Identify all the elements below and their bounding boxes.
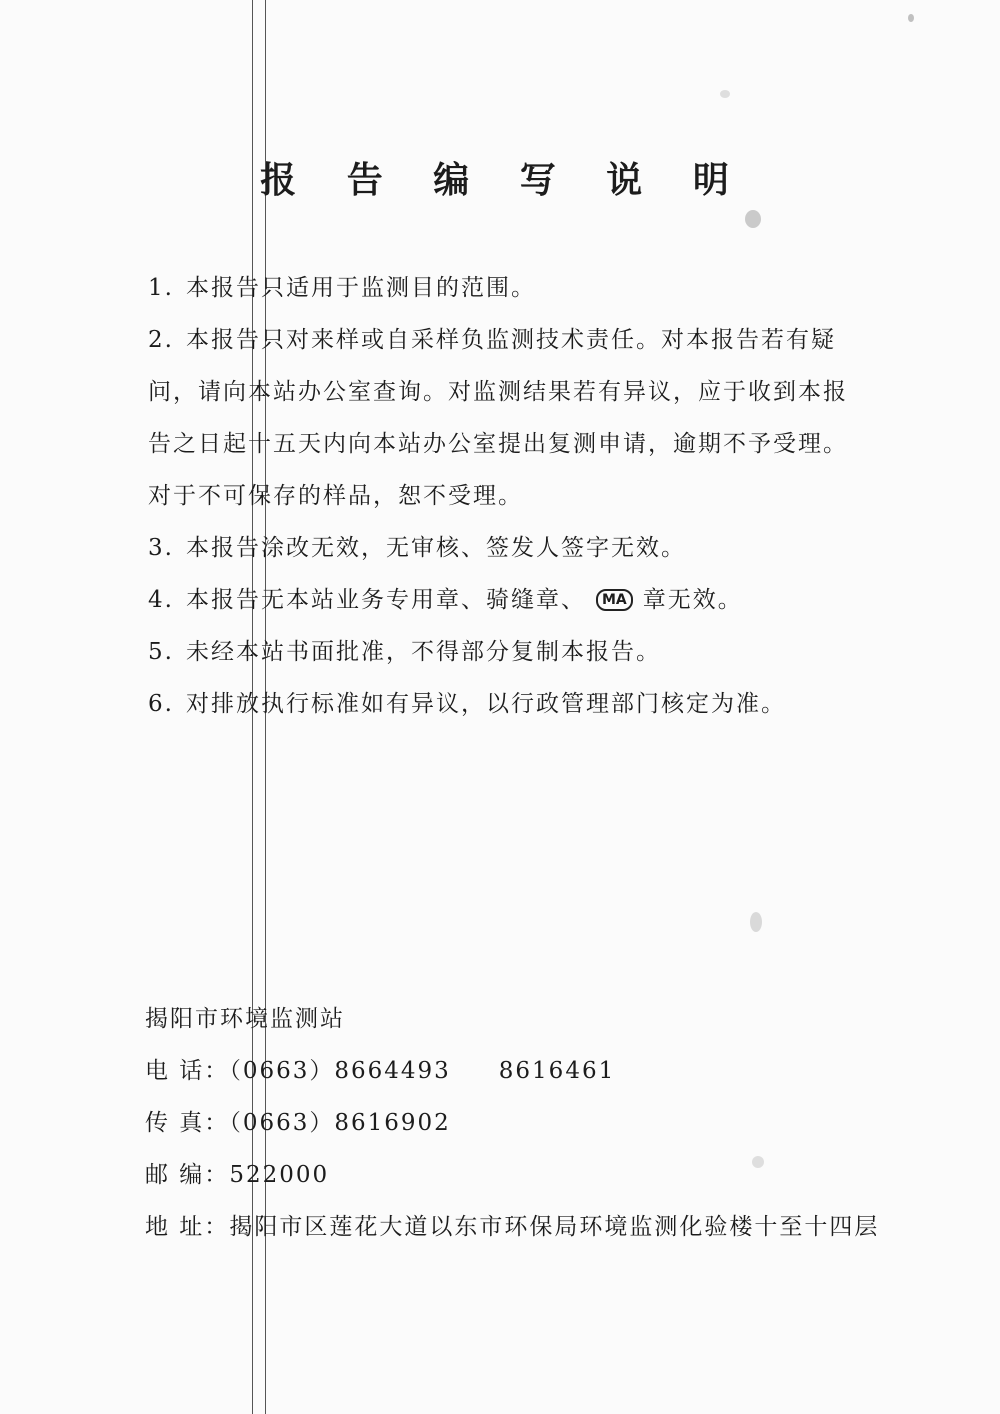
scan-speck [908, 14, 914, 22]
address-label: 地 址： [145, 1214, 230, 1240]
item-number: 4. [148, 587, 174, 613]
item-text: 本报告只适用于监测目的范围。 [186, 275, 536, 301]
list-item [148, 678, 786, 730]
item-number: 2. [148, 327, 174, 353]
fax-label: 传 真： [145, 1110, 230, 1136]
item-number: 1. [148, 275, 174, 301]
postcode-label: 邮 编： [145, 1162, 230, 1188]
postcode-line [145, 1155, 329, 1195]
organization-name: 揭阳市环境监测站 [145, 1006, 345, 1032]
list-item [148, 262, 536, 314]
fax-number: （0663）8616902 [229, 1110, 451, 1136]
item-number: 6. [148, 691, 174, 717]
phone-number: （0663）8664493 [229, 1058, 451, 1084]
address-value: 揭阳市区莲花大道以东市环保局环境监测化验楼十至十四层 [229, 1214, 880, 1240]
address-line [145, 1207, 879, 1247]
item-text: 未经本站书面批准，不得部分复制本报告。 [186, 639, 661, 665]
cma-stamp-mark: MA [596, 589, 633, 611]
item-text: 章无效。 [642, 587, 743, 613]
scan-speck [752, 1156, 764, 1168]
scan-speck [745, 210, 761, 228]
scan-speck [720, 90, 730, 98]
document-title: 报 告 编 写 说 明 [260, 159, 748, 201]
list-item [148, 522, 686, 574]
postcode-value: 522000 [229, 1162, 330, 1188]
item-text: 本报告只对来样或自采样负监测技术责任。对本报告若有疑问，请向本站办公室查询。对监测结果若有异议，应于收到本报告之日起十五天内向本站办公室提出复测申请，逾期不予受理。对于不可保存的样品，恕不受理。 [148, 327, 848, 509]
list-item [148, 574, 743, 626]
phone-number: 8616461 [498, 1058, 616, 1084]
item-text: 本报告涂改无效，无审核、签发人签字无效。 [186, 535, 686, 561]
item-text: 对排放执行标准如有异议，以行政管理部门核定为准。 [186, 691, 786, 717]
phone-line [145, 1051, 615, 1091]
phone-label: 电 话： [145, 1058, 230, 1084]
scan-speck [750, 912, 762, 932]
item-text: 本报告无本站业务专用章、骑缝章、 [186, 587, 586, 613]
list-item [148, 626, 661, 678]
item-number: 5. [148, 639, 174, 665]
fax-line [145, 1103, 451, 1143]
list-item [148, 314, 848, 522]
item-number: 3. [148, 535, 174, 561]
